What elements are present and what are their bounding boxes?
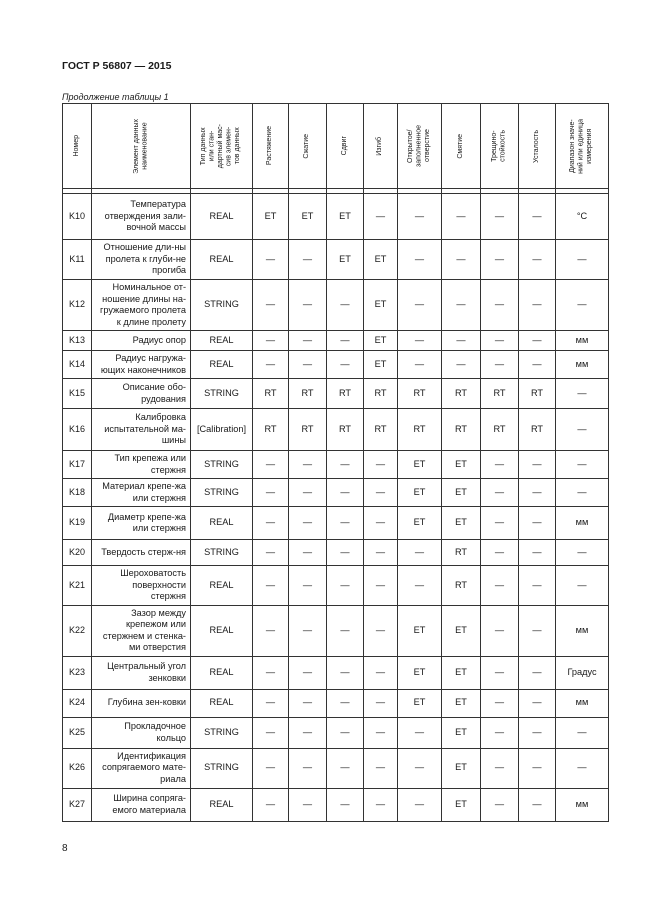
table-cell: — xyxy=(364,717,398,748)
table-cell: мм xyxy=(556,331,609,351)
element-name: Глубина зен-ковки xyxy=(92,689,191,717)
table-cell: — xyxy=(442,280,481,331)
table-cell: ET xyxy=(398,451,442,479)
table-cell: — xyxy=(364,451,398,479)
table-cell: — xyxy=(253,479,289,507)
element-name: Зазор между крепежом или стержнем и стенка-ми отверстия xyxy=(92,605,191,656)
table-cell: — xyxy=(481,280,519,331)
column-header xyxy=(253,104,289,189)
table-row xyxy=(63,540,609,566)
table-cell: — xyxy=(289,566,327,606)
table-cell: RT xyxy=(327,409,364,451)
table-cell: — xyxy=(327,717,364,748)
table-cell: — xyxy=(327,479,364,507)
element-name: Диаметр крепе-жа или стержня xyxy=(92,507,191,540)
table-cell: — xyxy=(442,331,481,351)
table-cell: — xyxy=(289,451,327,479)
table-cell: ET xyxy=(364,331,398,351)
table-cell: — xyxy=(398,566,442,606)
column-header xyxy=(556,104,609,189)
table-cell: — xyxy=(327,605,364,656)
table-cell: — xyxy=(289,689,327,717)
table-cell: ET xyxy=(442,748,481,788)
column-header-label: Номер xyxy=(72,135,80,157)
data-type-cell: STRING xyxy=(191,280,253,331)
data-type-cell: REAL xyxy=(191,605,253,656)
table-cell: — xyxy=(327,540,364,566)
table-cell: — xyxy=(289,240,327,280)
column-header-label: Растяжение xyxy=(266,126,274,166)
table-cell: — xyxy=(556,451,609,479)
table-cell: ET xyxy=(364,351,398,379)
table-cell: — xyxy=(327,566,364,606)
row-number: K12 xyxy=(63,280,92,331)
table-cell: — xyxy=(253,280,289,331)
table-cell: — xyxy=(519,507,556,540)
table-cell: — xyxy=(289,656,327,689)
table-cell: — xyxy=(289,351,327,379)
table-row xyxy=(63,351,609,379)
row-number: K14 xyxy=(63,351,92,379)
table-caption: Продолжение таблицы 1 xyxy=(62,92,169,102)
data-type-cell: REAL xyxy=(191,194,253,240)
table-cell: °C xyxy=(556,194,609,240)
table-cell: — xyxy=(481,194,519,240)
table-cell: RT xyxy=(398,409,442,451)
table-cell: — xyxy=(364,479,398,507)
table-cell: ET xyxy=(364,280,398,331)
row-number: K10 xyxy=(63,194,92,240)
table-cell: — xyxy=(253,656,289,689)
table-cell: ET xyxy=(398,656,442,689)
data-type-cell: REAL xyxy=(191,656,253,689)
table-cell: — xyxy=(253,689,289,717)
column-header-label: Тип данных или стан- дартный мас- сив элемен- тов данных xyxy=(200,123,242,169)
table-cell: — xyxy=(519,280,556,331)
table-row xyxy=(63,379,609,409)
data-type-cell: REAL xyxy=(191,240,253,280)
table-cell: — xyxy=(481,351,519,379)
table-cell: — xyxy=(253,748,289,788)
element-name: Отношение дли-ны пролета к глуби-не прогиба xyxy=(92,240,191,280)
page-number: 8 xyxy=(62,843,68,854)
table-cell: — xyxy=(519,331,556,351)
table-cell: — xyxy=(364,689,398,717)
table-cell: RT xyxy=(364,409,398,451)
table-cell: ET xyxy=(442,788,481,821)
data-type-cell: STRING xyxy=(191,379,253,409)
row-number: K20 xyxy=(63,540,92,566)
column-header xyxy=(63,104,92,189)
data-type-cell: STRING xyxy=(191,540,253,566)
table-cell: — xyxy=(289,280,327,331)
table-cell: — xyxy=(481,788,519,821)
row-number: K23 xyxy=(63,656,92,689)
data-type-cell: STRING xyxy=(191,748,253,788)
table-cell: ET xyxy=(442,717,481,748)
table-cell: — xyxy=(327,280,364,331)
element-name: Радиус нагружа-ющих наконечников xyxy=(92,351,191,379)
table-cell: — xyxy=(364,507,398,540)
table-cell: RT xyxy=(289,379,327,409)
column-header-label: Элемент данных наименование xyxy=(132,118,148,174)
table-cell: RT xyxy=(442,566,481,606)
element-name: Прокладочное кольцо xyxy=(92,717,191,748)
table-cell: ET xyxy=(289,194,327,240)
table-cell: ET xyxy=(398,605,442,656)
table-cell: мм xyxy=(556,351,609,379)
table-cell: ET xyxy=(398,689,442,717)
table-cell: — xyxy=(481,451,519,479)
table-cell: — xyxy=(519,788,556,821)
table-cell: — xyxy=(398,788,442,821)
table-cell: — xyxy=(364,194,398,240)
table-cell: — xyxy=(481,689,519,717)
table-cell: — xyxy=(253,331,289,351)
table-cell: — xyxy=(398,194,442,240)
column-header-label: Сдвиг xyxy=(340,136,348,156)
row-number: K25 xyxy=(63,717,92,748)
table-cell: — xyxy=(519,351,556,379)
table-row xyxy=(63,479,609,507)
table-cell: — xyxy=(442,351,481,379)
column-header xyxy=(92,104,191,189)
element-name: Шероховатость поверхности стержня xyxy=(92,566,191,606)
data-elements-table xyxy=(62,103,609,822)
table-cell: — xyxy=(327,351,364,379)
table-row xyxy=(63,194,609,240)
table-cell: RT xyxy=(442,409,481,451)
table-cell: — xyxy=(253,566,289,606)
table-cell: RT xyxy=(519,409,556,451)
table-cell: — xyxy=(481,605,519,656)
table-cell: — xyxy=(398,748,442,788)
column-header xyxy=(519,104,556,189)
table-cell: — xyxy=(481,748,519,788)
table-cell: — xyxy=(556,748,609,788)
table-cell: — xyxy=(253,788,289,821)
table-row xyxy=(63,717,609,748)
element-name: Идентификация сопрягаемого мате-риала xyxy=(92,748,191,788)
table-cell: — xyxy=(556,717,609,748)
table-cell: — xyxy=(289,605,327,656)
table-cell: — xyxy=(398,717,442,748)
table-cell: — xyxy=(253,540,289,566)
table-cell: Градус xyxy=(556,656,609,689)
table-cell: — xyxy=(327,788,364,821)
row-number: K26 xyxy=(63,748,92,788)
table-cell: RT xyxy=(253,409,289,451)
table-cell: — xyxy=(519,194,556,240)
column-header-label: Смятие xyxy=(456,133,464,159)
document-title: ГОСТ Р 56807 — 2015 xyxy=(62,60,172,72)
table-cell: — xyxy=(398,240,442,280)
table-cell: — xyxy=(327,748,364,788)
table-header-row xyxy=(63,104,609,189)
data-type-cell: REAL xyxy=(191,507,253,540)
table-cell: — xyxy=(289,331,327,351)
data-type-cell: [Calibration] xyxy=(191,409,253,451)
table-row xyxy=(63,566,609,606)
table-cell: — xyxy=(519,656,556,689)
element-name: Номинальное от-ношение длины на-гружаемого пролета к длине пролету xyxy=(92,280,191,331)
table-cell: ET xyxy=(442,605,481,656)
row-number: K19 xyxy=(63,507,92,540)
row-number: K27 xyxy=(63,788,92,821)
table-row xyxy=(63,280,609,331)
table-cell: — xyxy=(481,507,519,540)
column-header xyxy=(327,104,364,189)
table-row xyxy=(63,656,609,689)
table-cell: — xyxy=(519,605,556,656)
table-cell: — xyxy=(398,280,442,331)
row-number: K24 xyxy=(63,689,92,717)
table-cell: — xyxy=(364,605,398,656)
table-cell: RT xyxy=(481,379,519,409)
table-cell: — xyxy=(253,351,289,379)
table-cell: мм xyxy=(556,689,609,717)
table-cell: — xyxy=(519,540,556,566)
table-cell: мм xyxy=(556,788,609,821)
data-type-cell: REAL xyxy=(191,566,253,606)
table-cell: ET xyxy=(327,194,364,240)
data-type-cell: STRING xyxy=(191,479,253,507)
table-cell: ET xyxy=(442,656,481,689)
data-type-cell: REAL xyxy=(191,331,253,351)
table-cell: — xyxy=(481,331,519,351)
table-row xyxy=(63,788,609,821)
element-name: Центральный угол зенковки xyxy=(92,656,191,689)
table-cell: — xyxy=(289,748,327,788)
table-cell: — xyxy=(253,717,289,748)
column-header-label: Сжатие xyxy=(303,133,311,159)
data-type-cell: REAL xyxy=(191,788,253,821)
table-cell: мм xyxy=(556,507,609,540)
column-header-label: Открытое/ заполненное отверстие xyxy=(406,125,431,167)
table-cell: — xyxy=(289,479,327,507)
element-name: Описание обо-рудования xyxy=(92,379,191,409)
table-body xyxy=(63,194,609,822)
table-cell: RT xyxy=(253,379,289,409)
table-cell: — xyxy=(327,656,364,689)
table-cell: ET xyxy=(398,479,442,507)
table-cell: RT xyxy=(364,379,398,409)
data-type-cell: STRING xyxy=(191,451,253,479)
row-number: K16 xyxy=(63,409,92,451)
element-name: Материал крепе-жа или стержня xyxy=(92,479,191,507)
table-cell: — xyxy=(289,507,327,540)
table-cell: — xyxy=(253,240,289,280)
column-header-label: Диапазон значе- ний или единица измерения xyxy=(569,118,594,174)
table-row xyxy=(63,240,609,280)
table-cell: RT xyxy=(519,379,556,409)
table-cell: RT xyxy=(481,409,519,451)
column-header xyxy=(191,104,253,189)
table-cell: — xyxy=(253,507,289,540)
table-cell: — xyxy=(364,540,398,566)
table-cell: RT xyxy=(398,379,442,409)
table-cell: — xyxy=(481,566,519,606)
table-cell: — xyxy=(253,451,289,479)
column-header-label: Трещино- стойкость xyxy=(491,130,507,162)
table-cell: — xyxy=(253,605,289,656)
column-header-label: Изгиб xyxy=(376,136,384,156)
table-cell: — xyxy=(481,240,519,280)
table-cell: мм xyxy=(556,605,609,656)
table-row xyxy=(63,409,609,451)
table-cell: ET xyxy=(442,479,481,507)
table-row xyxy=(63,748,609,788)
data-type-cell: REAL xyxy=(191,351,253,379)
table-row xyxy=(63,331,609,351)
table-cell: RT xyxy=(442,379,481,409)
table-cell: — xyxy=(289,788,327,821)
table-cell: — xyxy=(556,540,609,566)
table-cell: — xyxy=(556,280,609,331)
table-cell: ET xyxy=(442,451,481,479)
row-number: K17 xyxy=(63,451,92,479)
row-number: K13 xyxy=(63,331,92,351)
table-cell: ET xyxy=(442,689,481,717)
column-header xyxy=(481,104,519,189)
table-cell: RT xyxy=(327,379,364,409)
table-cell: — xyxy=(442,240,481,280)
table-cell: — xyxy=(398,331,442,351)
row-number: K18 xyxy=(63,479,92,507)
row-number: K22 xyxy=(63,605,92,656)
element-name: Калибровка испытательной ма-шины xyxy=(92,409,191,451)
table-cell: — xyxy=(442,194,481,240)
table-cell: — xyxy=(519,451,556,479)
table-cell: — xyxy=(519,240,556,280)
table-row xyxy=(63,507,609,540)
table-cell: — xyxy=(364,748,398,788)
table-cell: — xyxy=(364,788,398,821)
element-name: Ширина сопряга-емого материала xyxy=(92,788,191,821)
table-cell: — xyxy=(556,240,609,280)
table-cell: — xyxy=(519,689,556,717)
table-cell: — xyxy=(327,331,364,351)
column-header xyxy=(289,104,327,189)
row-number: K21 xyxy=(63,566,92,606)
table-row xyxy=(63,605,609,656)
element-name: Твердость стерж-ня xyxy=(92,540,191,566)
table-cell: — xyxy=(398,540,442,566)
table-cell: — xyxy=(519,566,556,606)
table-cell: — xyxy=(364,656,398,689)
table-cell: — xyxy=(556,379,609,409)
table-cell: — xyxy=(289,717,327,748)
table-cell: — xyxy=(481,479,519,507)
column-header xyxy=(442,104,481,189)
table-cell: — xyxy=(327,689,364,717)
table-cell: RT xyxy=(442,540,481,566)
table-cell: — xyxy=(398,351,442,379)
table-cell: — xyxy=(556,409,609,451)
table-cell: — xyxy=(481,540,519,566)
table-row xyxy=(63,689,609,717)
table-cell: — xyxy=(556,566,609,606)
table-cell: — xyxy=(327,507,364,540)
table-cell: ET xyxy=(364,240,398,280)
table-cell: — xyxy=(556,479,609,507)
table-cell: — xyxy=(481,656,519,689)
table-cell: — xyxy=(364,566,398,606)
table-cell: — xyxy=(519,748,556,788)
table-cell: ET xyxy=(253,194,289,240)
column-header xyxy=(364,104,398,189)
table-cell: — xyxy=(481,717,519,748)
column-header-label: Усталость xyxy=(532,129,540,163)
element-name: Радиус опор xyxy=(92,331,191,351)
table-row xyxy=(63,451,609,479)
element-name: Температура отверждения зали-вочной массы xyxy=(92,194,191,240)
table-cell: — xyxy=(327,451,364,479)
element-name: Тип крепежа или стержня xyxy=(92,451,191,479)
row-number: K11 xyxy=(63,240,92,280)
table-cell: RT xyxy=(289,409,327,451)
table-cell: — xyxy=(519,479,556,507)
table-cell: — xyxy=(519,717,556,748)
table-cell: ET xyxy=(327,240,364,280)
table-cell: — xyxy=(289,540,327,566)
table-cell: ET xyxy=(398,507,442,540)
column-header xyxy=(398,104,442,189)
data-type-cell: STRING xyxy=(191,717,253,748)
row-number: K15 xyxy=(63,379,92,409)
table-cell: ET xyxy=(442,507,481,540)
data-type-cell: REAL xyxy=(191,689,253,717)
